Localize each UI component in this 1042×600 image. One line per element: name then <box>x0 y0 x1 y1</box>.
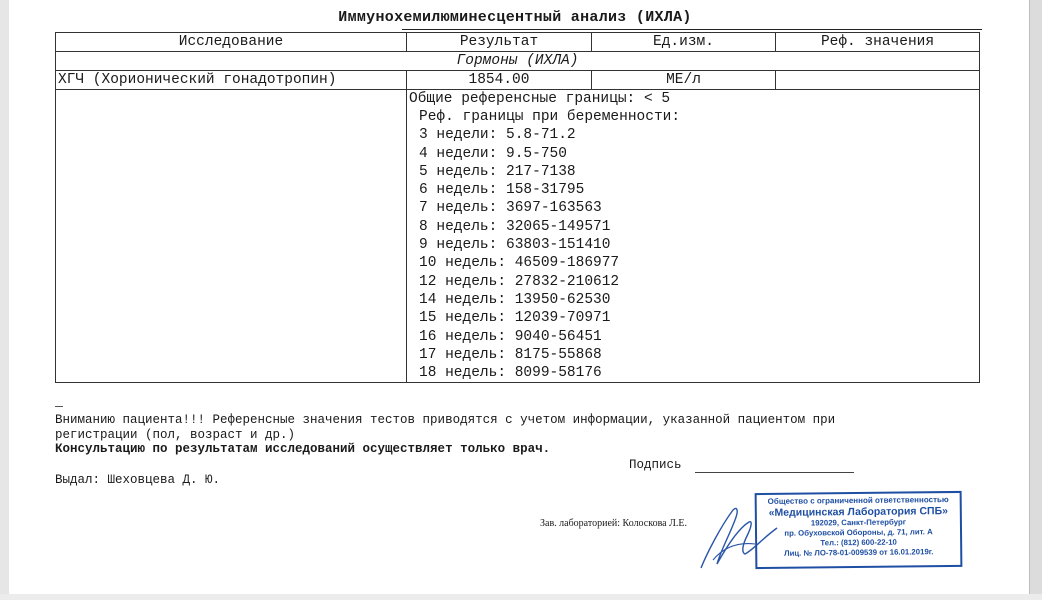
title-underline <box>402 29 982 30</box>
stamp-line-2: «Медицинская Лаборатория СПБ» <box>768 505 948 519</box>
reference-list <box>409 108 977 382</box>
list-item: 5 недель: 217-7138 <box>419 163 576 180</box>
consultation-notice: Консультацию по результатам исследований осуществляет только врач. <box>55 442 551 456</box>
test-name: ХГЧ (Хорионический гонадотропин) <box>56 71 407 90</box>
list-item: 15 недель: 12039-70971 <box>419 310 611 327</box>
lab-head: Зав. лабораторией: Колоскова Л.Е. <box>540 518 688 529</box>
list-item: 12 недель: 27832-210612 <box>419 273 620 290</box>
group-row <box>56 52 980 71</box>
table-row <box>56 71 980 90</box>
list-item: 10 недель: 46509-186977 <box>419 255 620 272</box>
list-item: 6 недель: 158-31795 <box>419 182 585 199</box>
test-reference <box>776 71 980 90</box>
list-item: 17 недель: 8175-55868 <box>419 346 602 363</box>
list-item: 4 недели: 9.5-750 <box>419 145 567 162</box>
list-item: 3 недели: 5.8-71.2 <box>419 127 576 144</box>
stamp-line-5: Тел.: (812) 600-22-10 <box>820 537 897 548</box>
table-header-row <box>56 33 980 52</box>
list-item: 7 недель: 3697-163563 <box>419 200 602 217</box>
list-item: 9 недель: 63803-151410 <box>419 237 611 254</box>
signature-line <box>695 472 854 473</box>
header-unit: Ед.изм. <box>592 33 776 52</box>
list-item: 14 недель: 13950-62530 <box>419 291 611 308</box>
signature-label: Подпись <box>629 458 682 472</box>
reference-empty-cell <box>56 90 407 383</box>
stamp-line-3: 192029, Санкт-Петербург <box>810 517 907 528</box>
header-test: Исследование <box>56 33 407 52</box>
patient-notice-line-2: регистрации (пол, возраст и др.) <box>55 428 296 442</box>
header-result: Результат <box>407 33 592 52</box>
list-item: 18 недель: 8099-58176 <box>419 365 602 382</box>
reference-block <box>407 90 980 383</box>
reference-general: Общие референсные границы: < 5 <box>409 91 671 107</box>
right-frame-edge <box>1030 0 1042 600</box>
patient-notice-line-1: Вниманию пациента!!! Референсные значения тестов приводятся с учетом информации, указанной пациентом при <box>55 413 836 427</box>
bottom-frame-edge <box>0 594 1042 600</box>
list-item: 8 недель: 32065-149571 <box>419 218 611 235</box>
stamp-line-1: Общество с ограниченной ответственностью <box>767 495 949 506</box>
note-mark <box>55 406 63 407</box>
header-reference: Реф. значения <box>776 33 980 52</box>
test-result: 1854.00 <box>407 71 592 90</box>
stamp-line-6: Лиц. № ЛО-78-01-009539 от 16.01.2019г. <box>784 547 934 558</box>
lab-stamp <box>755 491 963 569</box>
pregnancy-reference-title: Реф. границы при беременности: <box>419 109 681 125</box>
reference-row <box>56 90 980 383</box>
report-title: Иммунохемилюминесцентный анализ (ИХЛА) <box>338 9 692 26</box>
issued-by: Выдал: Шеховцева Д. Ю. <box>55 473 221 487</box>
group-label: Гормоны (ИХЛА) <box>56 52 980 71</box>
results-table <box>55 32 980 383</box>
left-frame-edge <box>0 0 9 600</box>
list-item: 16 недель: 9040-56451 <box>419 328 602 345</box>
test-unit: МЕ/л <box>592 71 776 90</box>
stamp-line-4: пр. Обуховской Обороны, д. 71, лит. А <box>784 527 933 538</box>
